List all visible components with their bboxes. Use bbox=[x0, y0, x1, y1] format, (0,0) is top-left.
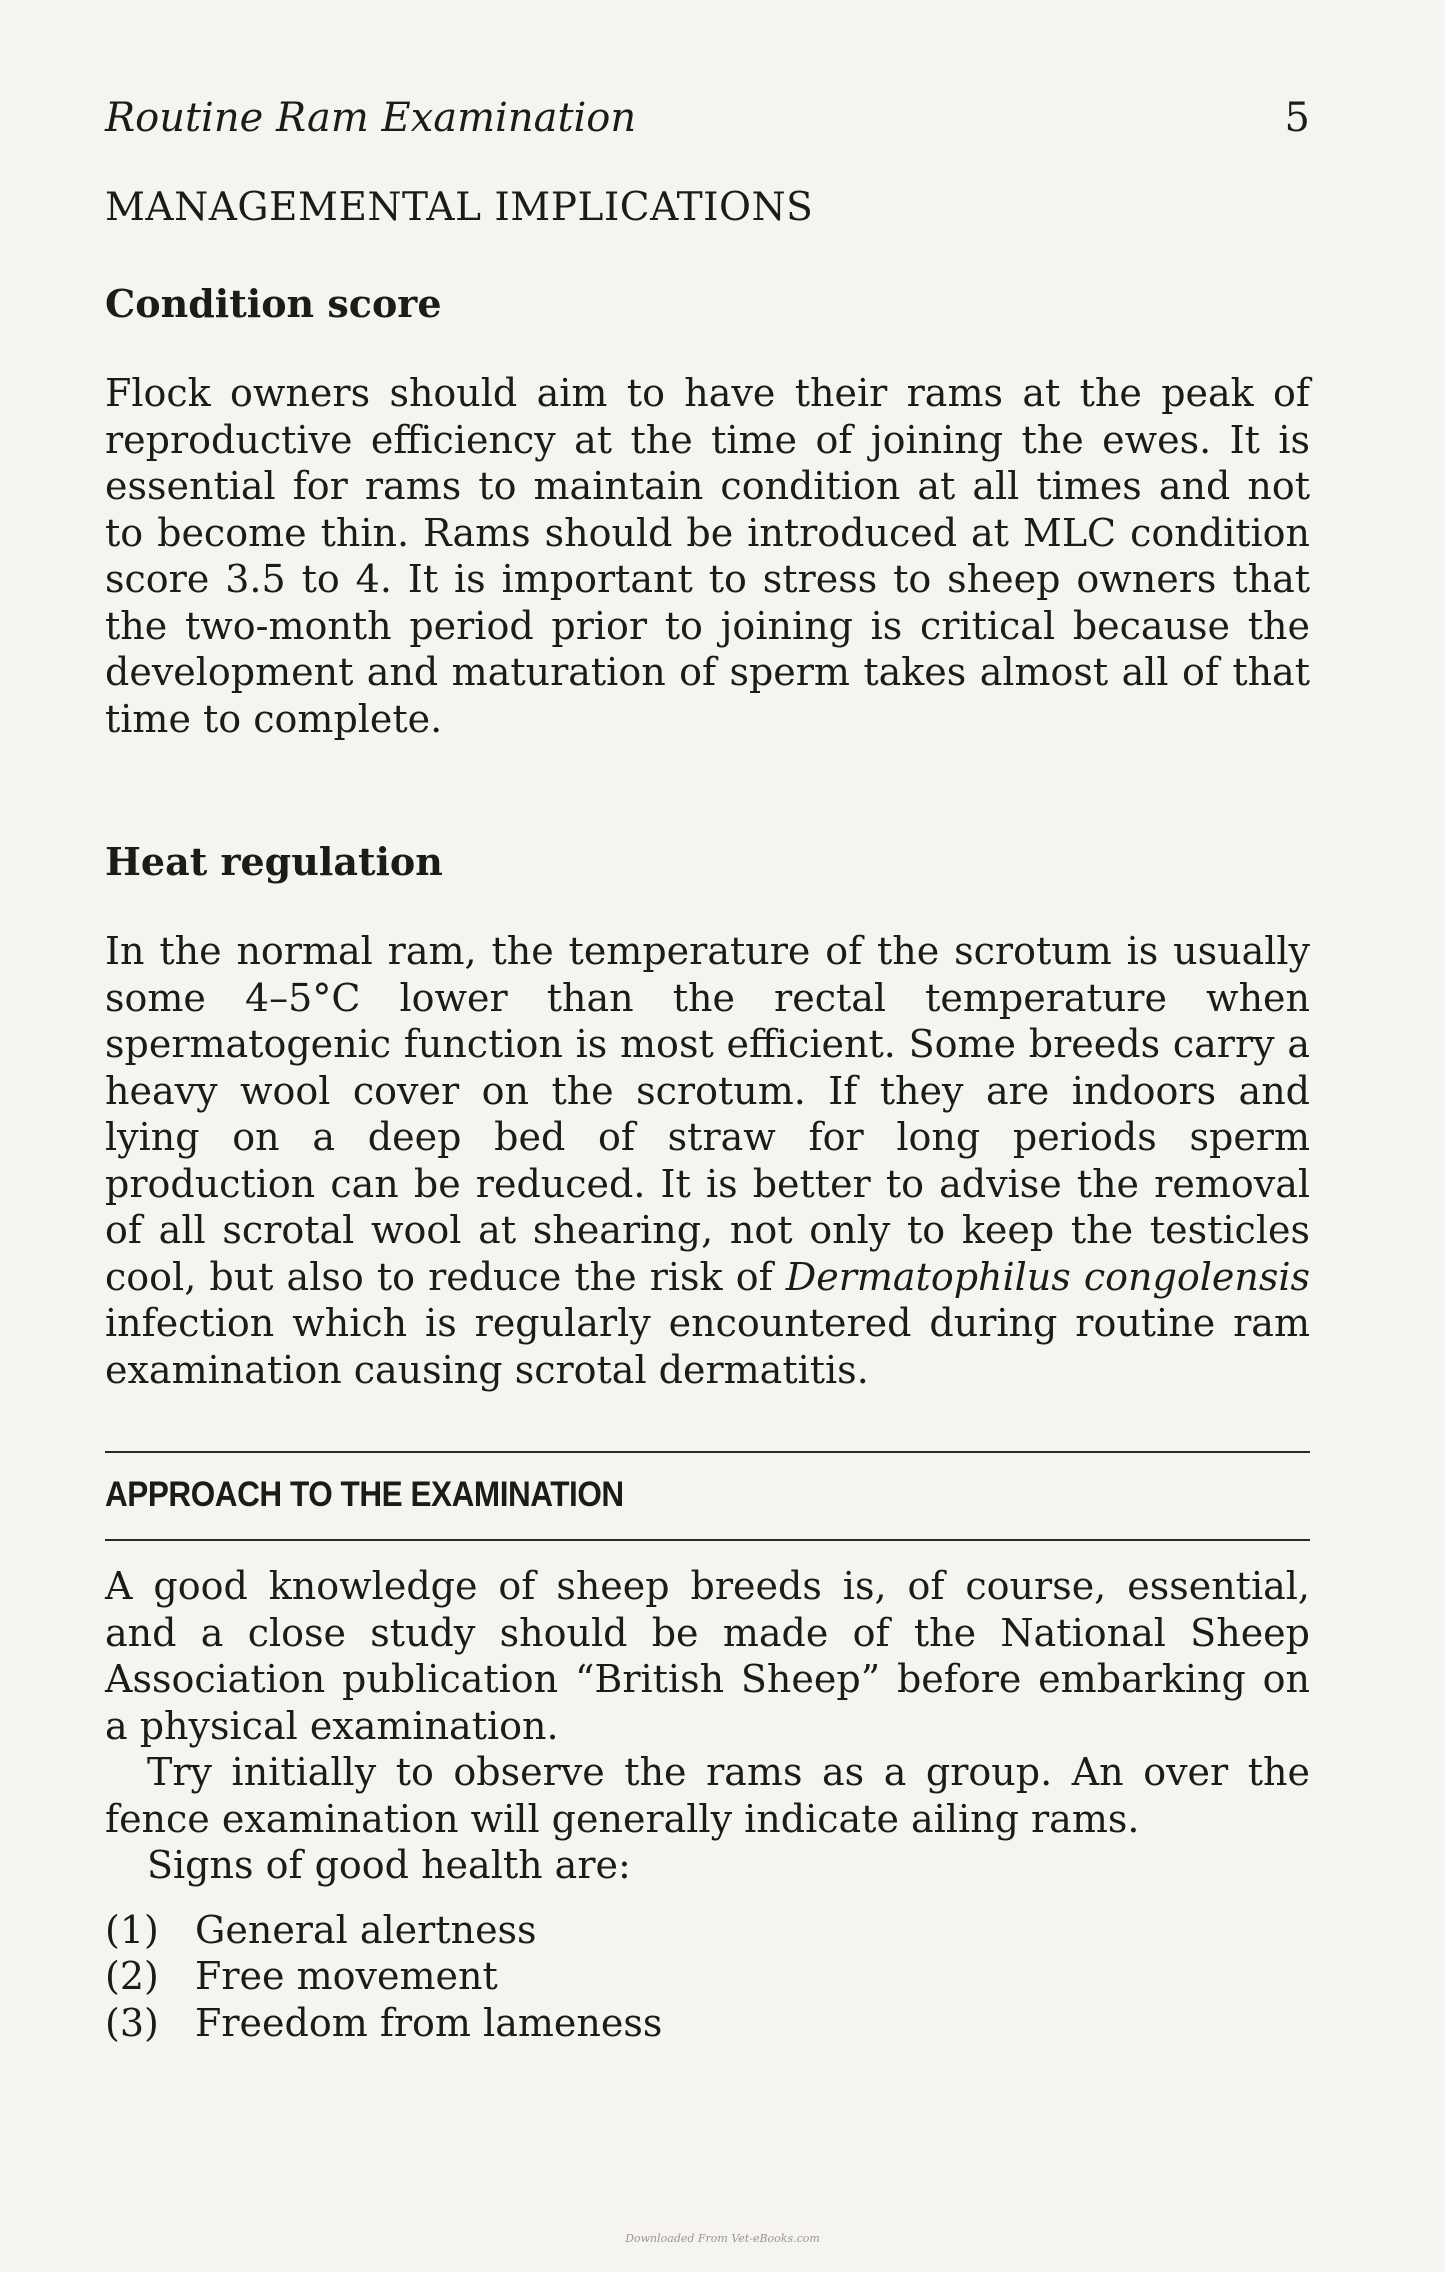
heat-regulation-text-end: infection which is regularly encountered during routine ram examination causing scrotal dermatitis. bbox=[105, 1301, 1310, 1392]
approach-paragraph-2: Try initially to observe the rams as a group. An over the fence examination will generally indicate ailing rams. bbox=[105, 1750, 1310, 1841]
approach-paragraph-3: Signs of good health are: bbox=[147, 1843, 631, 1887]
list-item-number: (3) bbox=[105, 2000, 159, 2045]
page-number: 5 bbox=[1284, 95, 1310, 141]
page-content bbox=[105, 180, 1310, 2046]
list-item bbox=[105, 2000, 1310, 2047]
list-item-number: (1) bbox=[105, 1907, 159, 1952]
download-watermark: Downloaded From Vet-eBooks.com bbox=[625, 2232, 820, 2245]
list-item-text: Freedom from lameness bbox=[195, 2000, 663, 2045]
spacer bbox=[105, 1393, 1310, 1451]
list-item bbox=[105, 1907, 1310, 1954]
running-head bbox=[105, 95, 1310, 145]
heat-regulation-text-start: In the normal ram, the temperature of the scrotum is usually some 4–5°C lower than the rectal temperature when spermatogenic function is most efficient. Some breeds carry a heavy wool cover on the scrotum. If they are indoors and lying on a deep bed of straw for long periods sperm production can be reduced. It is better to advise the removal of all scrotal wool at shearing, not only to keep the testicles cool, but also to reduce the risk of bbox=[105, 929, 1310, 1299]
signs-list bbox=[105, 1907, 1310, 2047]
list-item bbox=[105, 1953, 1310, 2000]
list-item-text: Free movement bbox=[195, 1954, 498, 1998]
heat-regulation-paragraph bbox=[105, 928, 1310, 1393]
section-title: MANAGEMENTAL IMPLICATIONS bbox=[105, 185, 814, 230]
list-item-text: General alertness bbox=[195, 1907, 537, 1952]
approach-heading: APPROACH TO THE EXAMINATION bbox=[105, 1475, 624, 1514]
condition-score-paragraph: Flock owners should aim to have their rams at the peak of reproductive efficiency at the time of joining the ewes. It is essential for rams to maintain condition at all times and not to become thin. Rams should be introduced at MLC condition score 3.5 to 4. It is important to stress to sheep owners that the two-month period prior to joining is critical because the development and maturation of sperm takes almost all of that time to complete. bbox=[105, 371, 1310, 741]
approach-paragraph-1: A good knowledge of sheep breeds is, of course, essential, and a close study should be made of the National Sheep Association publication “British Sheep” before embarking on a physical examination. bbox=[105, 1564, 1310, 1748]
condition-score-heading: Condition score bbox=[105, 281, 442, 326]
spacer bbox=[105, 742, 1310, 834]
heat-regulation-heading: Heat regulation bbox=[105, 839, 443, 884]
spacer bbox=[105, 1541, 1310, 1563]
approach-heading-block bbox=[105, 1451, 1310, 1541]
running-title: Routine Ram Examination bbox=[105, 95, 637, 141]
list-item-number: (2) bbox=[105, 1954, 159, 1998]
species-name: Dermatophilus congolensis bbox=[785, 1254, 1310, 1299]
